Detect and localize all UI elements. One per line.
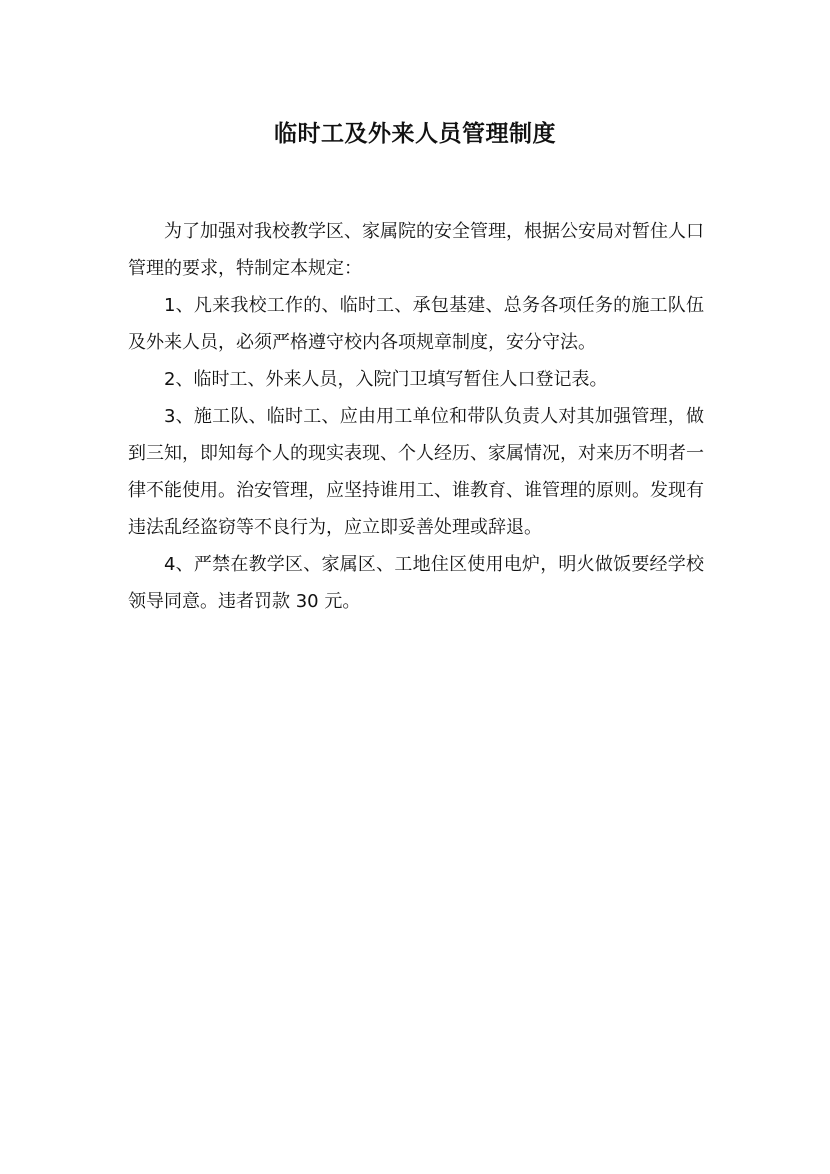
paragraph-rule-2: 2、临时工、外来人员，入院门卫填写暂住人口登记表。 [164,369,608,390]
paragraph-intro: 为了加强对我校教学区、家属院的安全管理，根据公安局对暂住人口管理的要求，特制定本规定： [128,221,704,279]
paragraph-rule-4: 4、严禁在教学区、家属区、工地住区使用电炉，明火做饭要经学校领导同意。违者罚款 30 元。 [128,554,704,612]
paragraph-rule-1: 1、凡来我校工作的、临时工、承包基建、总务各项任务的施工队伍及外来人员，必须严格遵守校内各项规章制度，安分守法。 [128,295,704,353]
document-body [128,213,704,620]
document-title: 临时工及外来人员管理制度 [274,121,556,147]
paragraph-rule-3: 3、施工队、临时工、应由用工单位和带队负责人对其加强管理，做到三知，即知每个人的现实表现、个人经历、家属情况，对来历不明者一律不能使用。治安管理，应坚持谁用工、谁教育、谁管理的原则。发现有违法乱经盗窃等不良行为，应立即妥善处理或辞退。 [128,406,704,538]
